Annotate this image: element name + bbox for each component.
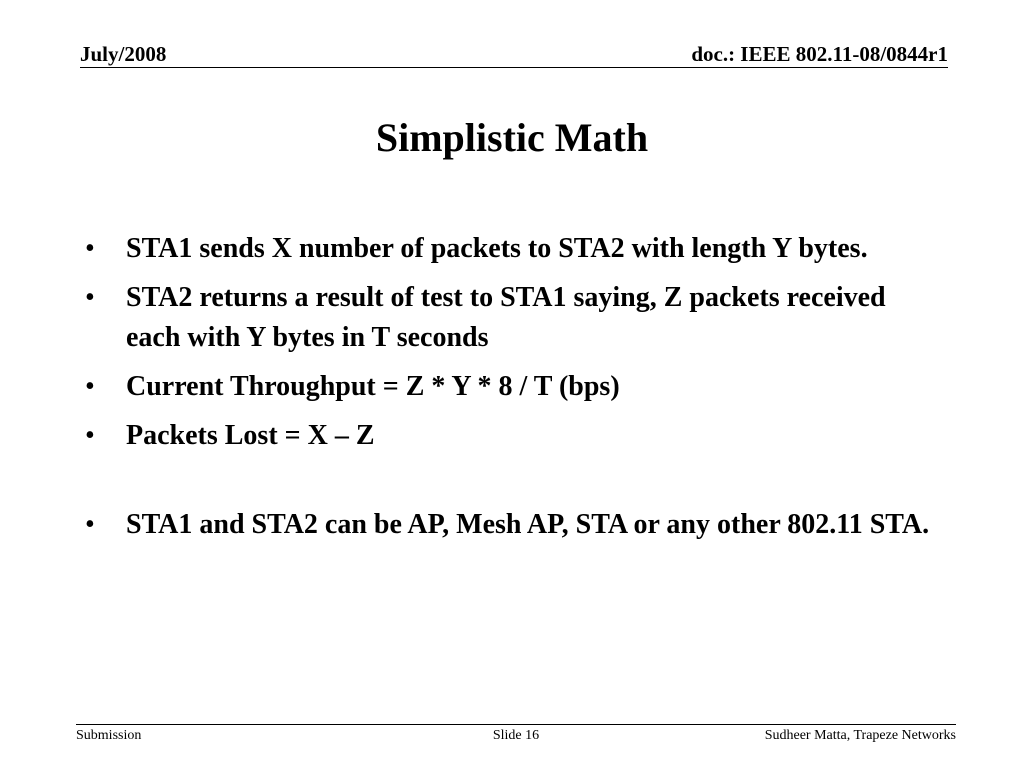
bullet-icon: • xyxy=(85,420,95,451)
footer-submission: Submission xyxy=(76,728,142,743)
bullet-list xyxy=(85,229,945,554)
bullet-text: STA1 and STA2 can be AP, Mesh AP, STA or any other 802.11 STA. xyxy=(126,509,930,540)
bullet-icon: • xyxy=(85,233,95,264)
bullet-item xyxy=(85,278,945,358)
bullet-text: Current Throughput = Z * Y * 8 / T (bps) xyxy=(126,371,620,402)
bullet-item xyxy=(85,416,945,456)
bullet-icon: • xyxy=(85,371,95,402)
bullet-item xyxy=(85,229,945,269)
footer-author: Sudheer Matta, Trapeze Networks xyxy=(764,728,956,743)
header-doc-id: doc.: IEEE 802.11-08/0844r1 xyxy=(691,42,948,66)
header-date: July/2008 xyxy=(80,42,167,66)
bullet-text: STA1 sends X number of packets to STA2 with length Y bytes. xyxy=(126,233,868,264)
bullet-icon: • xyxy=(85,509,95,540)
bullet-icon: • xyxy=(85,282,95,313)
bullet-item xyxy=(85,367,945,407)
bullet-text: Packets Lost = X – Z xyxy=(126,420,375,451)
footer-slide-number: Slide 16 xyxy=(492,728,540,743)
bullet-text: STA2 returns a result of test to STA1 saying, Z packets received each with Y bytes in T seconds xyxy=(126,282,886,353)
bullet-item xyxy=(85,505,945,545)
header-divider xyxy=(80,67,948,68)
footer-divider xyxy=(76,724,956,725)
slide-title: Simplistic Math xyxy=(375,115,649,160)
